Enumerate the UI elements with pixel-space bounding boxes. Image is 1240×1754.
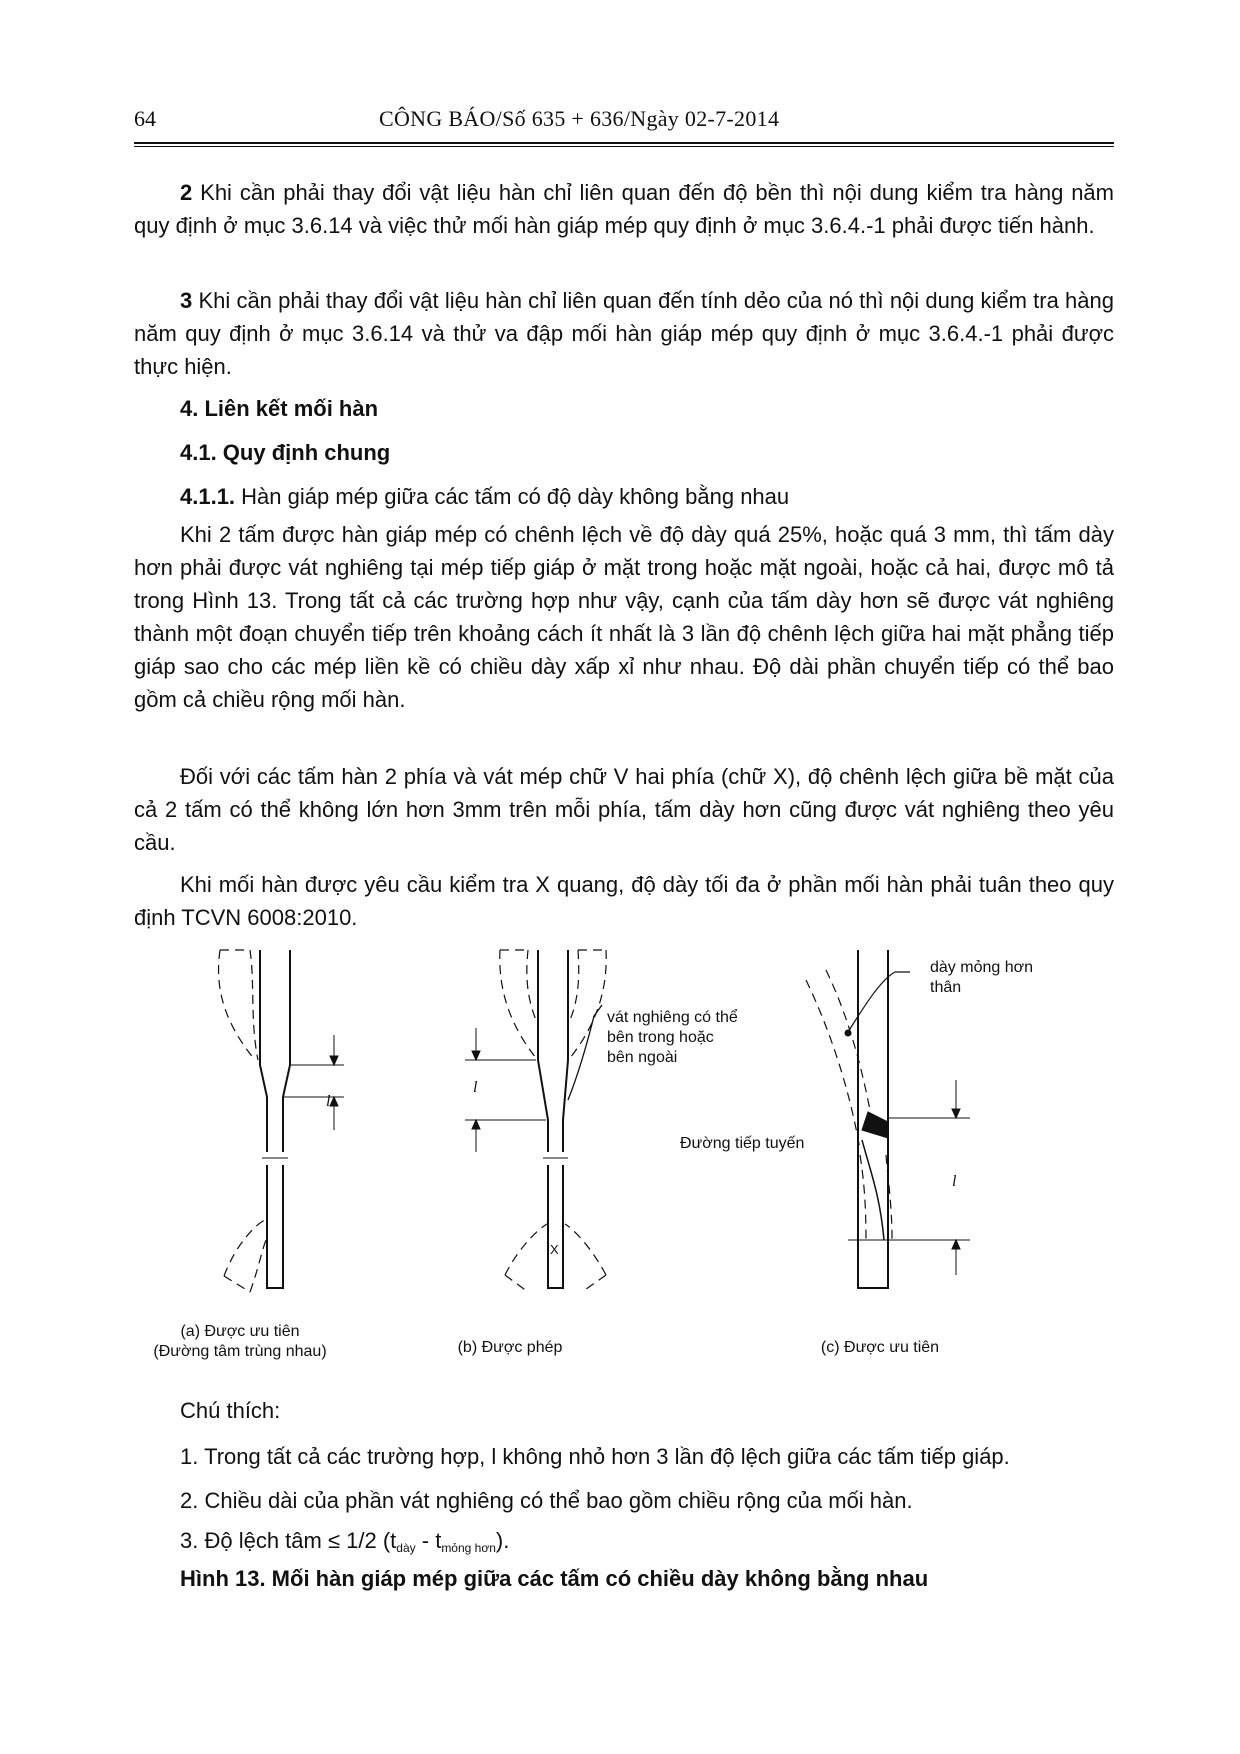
note-3-suffix: ). (495, 1528, 510, 1553)
weld-mark-b: X (550, 1242, 559, 1257)
paragraph-double-sided: Đối với các tấm hàn 2 phía và vát mép chữ V hai phía (chữ X), độ chênh lệch giữa bề mặt của cả 2 tấm có thể không lớn hơn 3mm trên mỗi phía, tấm dày hơn cũng được vát nghiêng theo yêu cầu. (134, 764, 1114, 855)
tangent-label: Đường tiếp tuyến (680, 1135, 805, 1152)
note-2: 2. Chiều dài của phần vát nghiêng có thể bao gồm chiều rộng của mối hàn. (180, 1488, 913, 1513)
paragraph-text: Khi cần phải thay đổi vật liệu hàn chỉ liên quan đến tính dẻo của nó thì nội dung kiểm tra hàng năm quy định ở mục 3.6.14 và thử va đập mối hàn giáp mép quy định ở mục 3.6.4.-1 phải được thực hiện. (134, 288, 1114, 379)
dimension-l-a: l (326, 1093, 331, 1110)
figure-caption: Hình 13. Mối hàn giáp mép giữa các tấm có chiều dày không bằng nhau (180, 1566, 929, 1591)
figure-drawing (0, 940, 1240, 1370)
paragraph-xray: Khi mối hàn được yêu cầu kiểm tra X quang, độ dày tối đa ở phần mối hàn phải tuân theo quy định TCVN 6008:2010. (134, 872, 1114, 930)
diagram-a (219, 950, 344, 1292)
notes-title: Chú thích: (180, 1398, 281, 1423)
callout-thin-2: thân (930, 979, 962, 996)
diagram-c (806, 950, 970, 1288)
heading-4-1: 4.1. Quy định chung (180, 440, 391, 465)
page-number: 64 (134, 106, 156, 131)
heading-4: 4. Liên kết mối hàn (180, 396, 379, 421)
paragraph-text: Khi cần phải thay đổi vật liệu hàn chỉ liên quan đến độ bền thì nội dung kiểm tra hàng năm quy định ở mục 3.6.14 và việc thử mối hàn giáp mép quy định ở mục 3.6.4.-1 phải được tiến hành. (134, 180, 1114, 238)
label-b: (b) Được phép (457, 1339, 563, 1356)
paragraph-thickness-difference: Khi 2 tấm được hàn giáp mép có chênh lệch về độ dày quá 25%, hoặc quá 3 mm, thì tấm dày hơn phải được vát nghiêng tại mép tiếp giáp ở mặt trong hoặc mặt ngoài, hoặc cả hai, được mô tả trong Hình 13. Trong tất cả các trường hợp như vậy, cạnh của tấm dày hơn sẽ được vát nghiêng thành một đoạn chuyển tiếp trên khoảng cách ít nhất là 3 lần độ chênh lệch giữa hai mặt phẳng tiếp giáp sao cho các mép liền kề có chiều dày xấp xỉ như nhau. Độ dài phần chuyển tiếp có thể bao gồm cả chiều rộng mối hàn. (134, 522, 1114, 712)
callout-bevel-1: vát nghiêng có thể (607, 1009, 738, 1026)
callout-bevel-2: bên trong hoặc (607, 1029, 714, 1046)
figure-13 (0, 940, 1240, 1370)
item-number: 4.1.1. (180, 484, 236, 509)
label-a (110, 1322, 370, 1362)
note-3-mid: - t (415, 1528, 442, 1553)
note-3-prefix: 3. Độ lệch tâm ≤ 1/2 (t (180, 1528, 397, 1553)
page-header (134, 100, 1114, 140)
dimension-l-c: l (952, 1173, 957, 1190)
dimension-l-b: l (473, 1079, 478, 1096)
heading-text: Hàn giáp mép giữa các tấm có độ dày không bằng nhau (235, 484, 790, 509)
note-text: Trong tất cả các trường hợp, l không nhỏ hơn 3 lần độ lệch giữa các tấm tiếp giáp. (198, 1444, 1010, 1469)
heading-4-1-1 (134, 480, 1114, 513)
paragraph-2 (134, 176, 1114, 242)
gazette-title: CÔNG BÁO/Số 635 + 636/Ngày 02-7-2014 (379, 106, 780, 131)
note-3-sub-thin: mỏng hơn (441, 1541, 496, 1555)
paragraph-3 (134, 284, 1114, 383)
label-a-line2: (Đường tâm trùng nhau) (153, 1343, 327, 1360)
callout-bevel-3: bên ngoài (607, 1049, 678, 1066)
label-c: (c) Được ưu tiên (820, 1339, 940, 1356)
label-a-line1: (a) Được ưu tiên (180, 1323, 300, 1340)
header-rule (134, 142, 1114, 144)
header-rule-thin (134, 146, 1114, 147)
note-1 (180, 1442, 1010, 1472)
note-3 (180, 1526, 509, 1563)
note-number: 1. (180, 1444, 199, 1469)
item-number: 2 (180, 180, 193, 205)
diagram-b (465, 950, 606, 1292)
note-3-sub-thick: dày (396, 1541, 416, 1555)
item-number: 3 (180, 288, 193, 313)
callout-thin-1: dày mỏng hơn (930, 959, 1033, 976)
